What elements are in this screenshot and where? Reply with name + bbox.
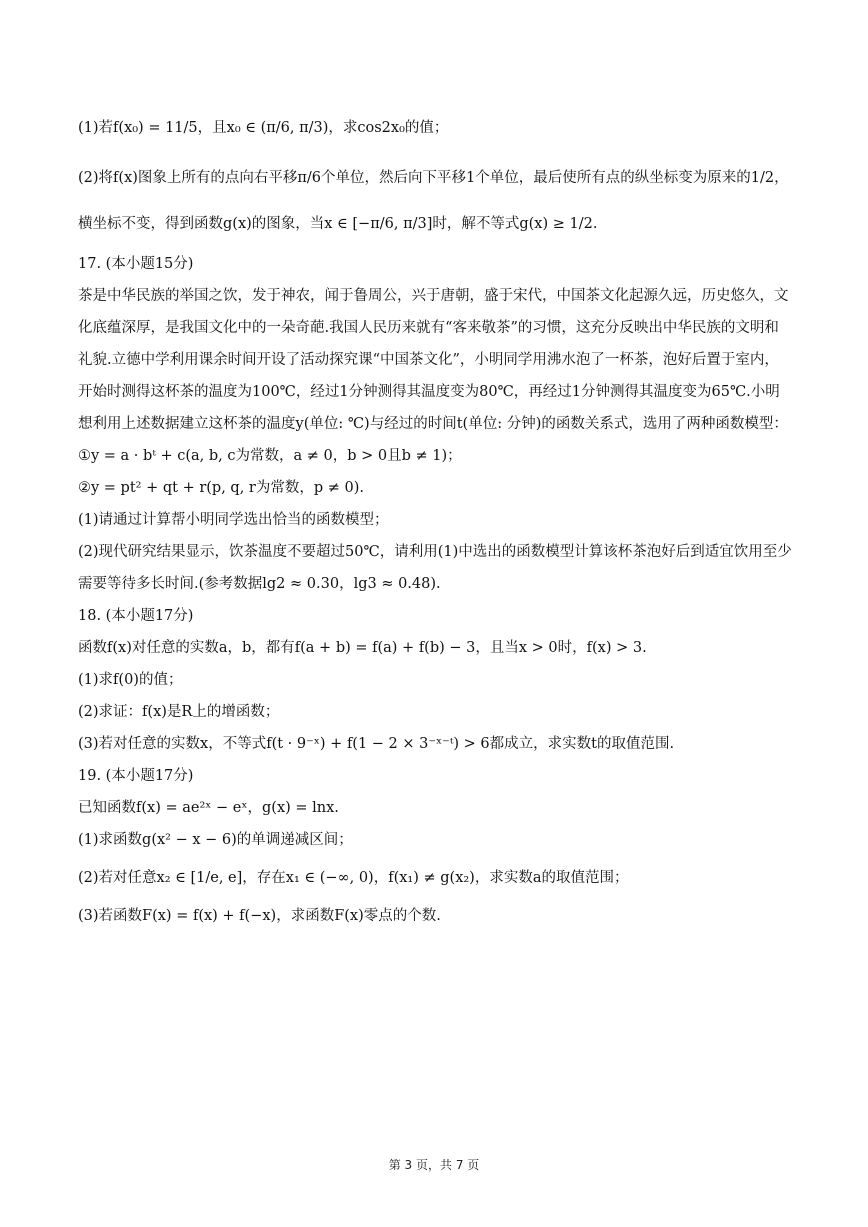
problem17-heading: 17. (本小题15分) [78,256,194,272]
problem18-heading: 18. (本小题17分) [78,608,194,624]
problem18-part1: (1)求f(0)的值； [78,672,183,688]
problem19-heading: 19. (本小题17分) [78,768,194,784]
problem19-part2: (2)若对任意x₂ ∈ [1/e, e]，存在x₁ ∈ (−∞, 0)，f(x₁) ≠ g(x₂)，求实数a的取值范围； [78,870,629,886]
problem18-body: 函数f(x)对任意的实数a，b，都有f(a + b) = f(a) + f(b) − 3，且当x > 0时，f(x) > 3. [78,640,647,656]
problem17-model2: ②y = pt² + qt + r(p, q, r为常数，p ≠ 0). [78,480,364,496]
problem17-part1: (1)请通过计算帮小明同学选出恰当的函数模型； [78,512,389,528]
problem18-part3: (3)若对任意的实数x，不等式f(t · 9⁻ˣ) + f(1 − 2 × 3⁻ˣ⁻ᵗ) > 6都成立，求实数t的取值范围. [78,736,675,752]
document-page [78,112,793,932]
problem19-part1: (1)求函数g(x² − x − 6)的单调递减区间； [78,832,353,848]
problem16-part2-line2: 横坐标不变，得到函数g(x)的图象，当x ∈ [−π/6, π/3]时，解不等式g(x) ≥ 1/2. [78,216,598,232]
problem18-part2: (2)求证：f(x)是R上的增函数； [78,704,280,720]
problem19-part3: (3)若函数F(x) = f(x) + f(−x)，求函数F(x)零点的个数. [78,908,441,924]
problem17-model1: ①y = a · bᵗ + c(a, b, c为常数，a ≠ 0，b > 0且b ≠ 1)； [78,448,462,464]
problem16-part1: (1)若f(x₀) = 11/5，且x₀ ∈ (π/6, π/3)，求cos2x₀的值； [78,120,449,136]
problem16-part2-line1: (2)将f(x)图象上所有的点向右平移π/6个单位，然后向下平移1个单位，最后使所有点的纵坐标变为原来的1/2， [78,170,789,186]
page-number-footer: 第 3 页，共 7 页 [388,1158,480,1172]
problem17-part2: (2)现代研究结果显示，饮茶温度不要超过50℃，请利用(1)中选出的函数模型计算该杯茶泡好后到适宜饮用至少需要等待多长时间.(参考数据lg2 ≈ 0.30，lg3 ≈ 0.48). [78,544,792,592]
problem17-body: 茶是中华民族的举国之饮，发于神农，闻于鲁周公，兴于唐朝，盛于宋代，中国茶文化起源久远，历史悠久，文化底蕴深厚，是我国文化中的一朵奇葩.我国人民历来就有“客来敬茶”的习惯，这充分反映出中华民族的文明和礼貌.立德中学利用课余时间开设了活动探究课“中国茶文化”，小明同学用沸水泡了一杯茶，泡好后置于室内，开始时测得这杯茶的温度为100℃，经过1分钟测得其温度变为80℃，再经过1分钟测得其温度变为65℃.小明想利用上述数据建立这杯茶的温度y(单位: ℃)与经过的时间t(单位: 分钟)的函数关系式，选用了两种函数模型： [78,288,789,432]
problem19-body: 已知函数f(x) = ae²ˣ − eˣ，g(x) = lnx. [78,800,339,816]
